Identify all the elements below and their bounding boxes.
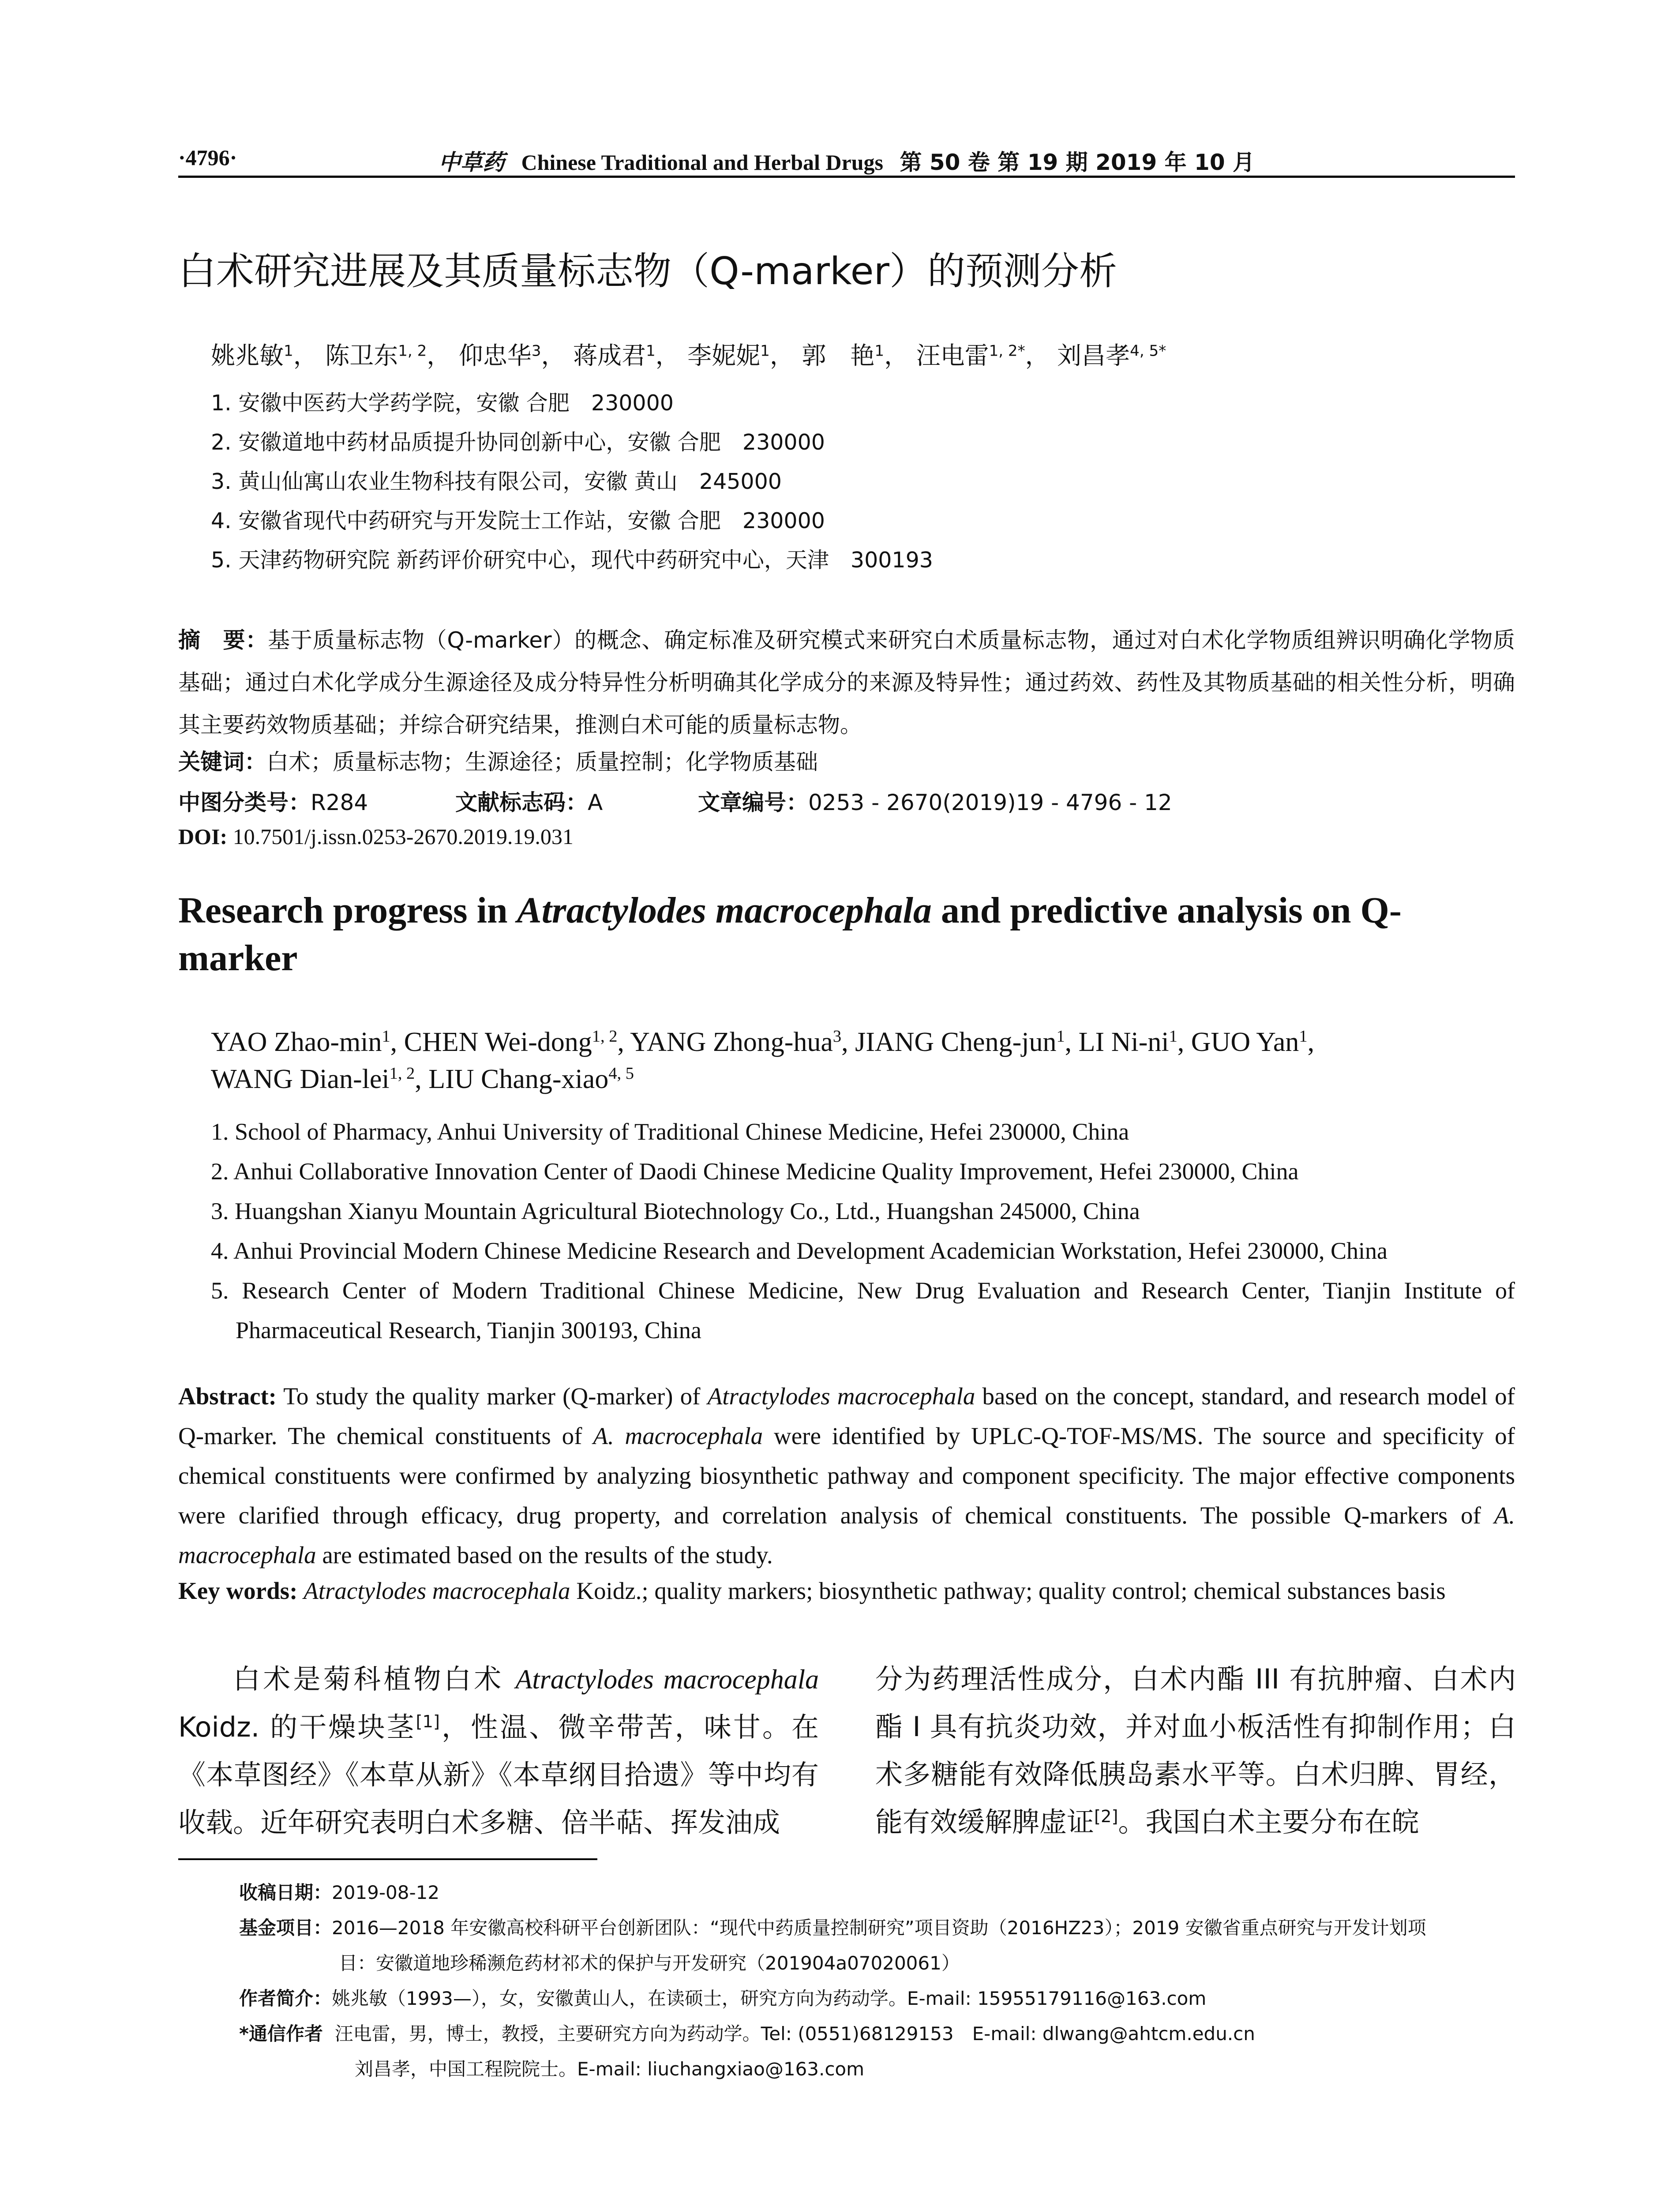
- en-affiliation: 2. Anhui Collaborative Innovation Center of Daodi Chinese Medicine Quality Improvement, Hefei 230000, China: [211, 1158, 1299, 1185]
- cn-affiliation: 1. 安徽中医药大学药学院，安徽 合肥 230000: [211, 390, 674, 416]
- footnote-rule: [178, 1858, 597, 1860]
- en-keywords: Key words: Atractylodes macrocephala Koidz.; quality markers; biosynthetic pathway; quality control; chemical substances basis: [178, 1577, 1446, 1604]
- en-affiliation: 4. Anhui Provincial Modern Chinese Medicine Research and Development Academician Workstation, Hefei 230000, China: [211, 1238, 1388, 1264]
- body-column-left: 白术是菊科植物白术 Atractylodes macrocephala Koidz. 的干燥块茎[1]，性温、微辛带苦，味甘。在《本草图经》《本草从新》《本草纲目拾遗》等中均有收载。近年研究表明白术多糖、倍半萜、挥发油成: [178, 1663, 819, 1838]
- cn-affiliation: 2. 安徽道地中药材品质提升协同创新中心，安徽 合肥 230000: [211, 430, 825, 455]
- cn-author: 蒋成君$^1$，: [573, 341, 680, 370]
- cn-author: 汪电雷$^{1, 2*}$，: [916, 341, 1050, 370]
- footnote-received: 收稿日期：2019-08-12: [239, 1882, 440, 1903]
- en-author: YANG Zhong-hua$^3$,: [630, 1027, 855, 1057]
- cn-author: 陈卫东$^{1, 2}$，: [325, 341, 451, 370]
- cn-affiliation: 5. 天津药物研究院 新药评价研究中心，现代中药研究中心，天津 300193: [211, 548, 933, 573]
- cn-author: 李妮妮$^1$，: [687, 341, 794, 370]
- journal-name-en: Chinese Traditional and Herbal Drugs: [521, 150, 883, 175]
- citation-link[interactable]: [1]: [416, 1711, 440, 1732]
- cn-author: 郭 艳$^1$，: [802, 341, 909, 370]
- cn-affiliation: 3. 黄山仙寓山农业生物科技有限公司，安徽 黄山 245000: [211, 469, 782, 494]
- cn-abstract-text: 基于质量标志物（Q-marker）的概念、确定标准及研究模式来研究白术质量标志物，通过对白术化学物质组辨识明确化学物质基础；通过白术化学成分生源途径及成分特异性分析明确其化学成分的来源及特异性；通过药效、药性及其物质基础的相关性分析，明确其主要药效物质基础；并综合研究结果，推测白术可能的质量标志物。: [178, 627, 1515, 738]
- journal-issue: 第 50 卷 第 19 期 2019 年 10 月: [900, 150, 1255, 175]
- en-author: YAO Zhao-$\min^1$,: [211, 1027, 404, 1057]
- body-column-right: 分为药理活性成分，白术内酯 III 有抗肿瘤、白术内酯 I 具有抗炎功效，并对血小板活性有抑制作用；白术多糖能有效降低胰岛素水平等。白术归脾、胃经，能有效缓解脾虚证[2]。我国白术主要分布在皖: [875, 1663, 1516, 1838]
- en-abstract-label: Abstract:: [178, 1383, 277, 1410]
- header-rule: [178, 176, 1515, 178]
- cn-author-list: [211, 336, 1166, 371]
- en-abstract: Abstract: To study the quality marker (Q-marker) of Atractylodes macrocephala based on the concept, standard, and research model of Q-marker. The chemical constituents of A. macrocephala were identified by UPLC-Q-TOF-MS/MS. The source and specificity of chemical constituents were confirmed by analyzing biosynthetic pathway and component specificity. The major effective components were clarified through efficacy, drug property, and correlation analysis of chemical constituents. The possible Q-markers of A. macrocephala are estimated based on the results of the study.: [178, 1383, 1515, 1568]
- en-author: WANG Dian-lei$^{1, 2}$,: [211, 1064, 429, 1094]
- cn-affiliation: 4. 安徽省现代中药研究与开发院士工作站，安徽 合肥 230000: [211, 508, 825, 533]
- en-affiliation: 5. Research Center of Modern Traditional Chinese Medicine, New Drug Evaluation and Research Center, Tianjin Institute of Pharmaceutical Research, Tianjin 300193, China: [211, 1277, 1515, 1343]
- en-author-list: [211, 1024, 1517, 1098]
- en-affiliation: 1. School of Pharmacy, Anhui University of Traditional Chinese Medicine, Hefei 230000, China: [211, 1118, 1129, 1145]
- en-affiliation: 3. Huangshan Xianyu Mountain Agricultural Biotechnology Co., Ltd., Huangshan 245000, China: [211, 1198, 1140, 1224]
- cn-abstract-label: 摘 要：: [178, 627, 268, 653]
- cn-author: 仰忠华$^3$，: [458, 341, 566, 370]
- doi: DOI: 10.7501/j.issn.0253-2670.2019.19.031: [178, 824, 574, 849]
- page-number: ·4796·: [178, 145, 237, 170]
- cn-keywords: 关键词：白术；质量标志物；生源途径；质量控制；化学物质基础: [178, 749, 818, 775]
- en-author: JIANG Cheng-jun$^1$,: [855, 1027, 1079, 1057]
- footnote-corresponding: *通信作者 汪电雷，男，博士，教授，主要研究方向为药动学。Tel: (0551)68129153 E-mail: dlwang@ahtcm.edu.cn 刘昌孝，中国工程院院士。E-mail: liuchangxiao@163.com: [239, 2023, 1255, 2080]
- cn-author: 刘昌孝$^{4, 5*}$: [1057, 341, 1166, 370]
- journal-name-cn: 中草药: [439, 150, 505, 175]
- clc-code: R284: [311, 790, 368, 815]
- cn-abstract: [178, 619, 1515, 746]
- cn-document-code: 文献标志码：A: [455, 790, 603, 815]
- running-header: [178, 140, 1515, 176]
- cn-classification: 中图分类号：R284: [178, 790, 368, 815]
- en-author: LI $Ni-ni^1$,: [1078, 1027, 1191, 1057]
- cn-title: 白术研究进展及其质量标志物（Q-marker）的预测分析: [178, 249, 1117, 293]
- en-author: GUO Yan$^1$,: [1191, 1027, 1315, 1057]
- footnote-author-bio: 作者简介：姚兆敏（1993—），女，安徽黄山人，在读硕士，研究方向为药动学。E-mail: 15955179116@163.com: [239, 1988, 1207, 2009]
- cn-author: 姚兆敏$^1$，: [211, 341, 318, 370]
- journal-info: [439, 145, 1255, 176]
- en-author: LIU Chang-xiao$^{4, 5}$: [428, 1064, 634, 1094]
- en-author: CHEN Wei-dong$^{1, 2}$,: [404, 1027, 630, 1057]
- footnote-funding: 基金项目：2016—2018 年安徽高校科研平台创新团队：“现代中药质量控制研究”项目资助（2016HZ23）；2019 安徽省重点研究与开发计划项 目：安徽道地珍稀濒危药材祁术的保护与开发研究（201904a07020061）: [239, 1917, 1426, 1974]
- citation-link[interactable]: [2]: [1094, 1806, 1118, 1827]
- cn-article-number: 文章编号：0253 - 2670(2019)19 - 4796 - 12: [698, 790, 1172, 815]
- en-title: Research progress in Atractylodes macrocephala and predictive analysis on Q-marker: [178, 890, 1402, 979]
- doi-value: 10.7501/j.issn.0253-2670.2019.19.031: [232, 824, 574, 849]
